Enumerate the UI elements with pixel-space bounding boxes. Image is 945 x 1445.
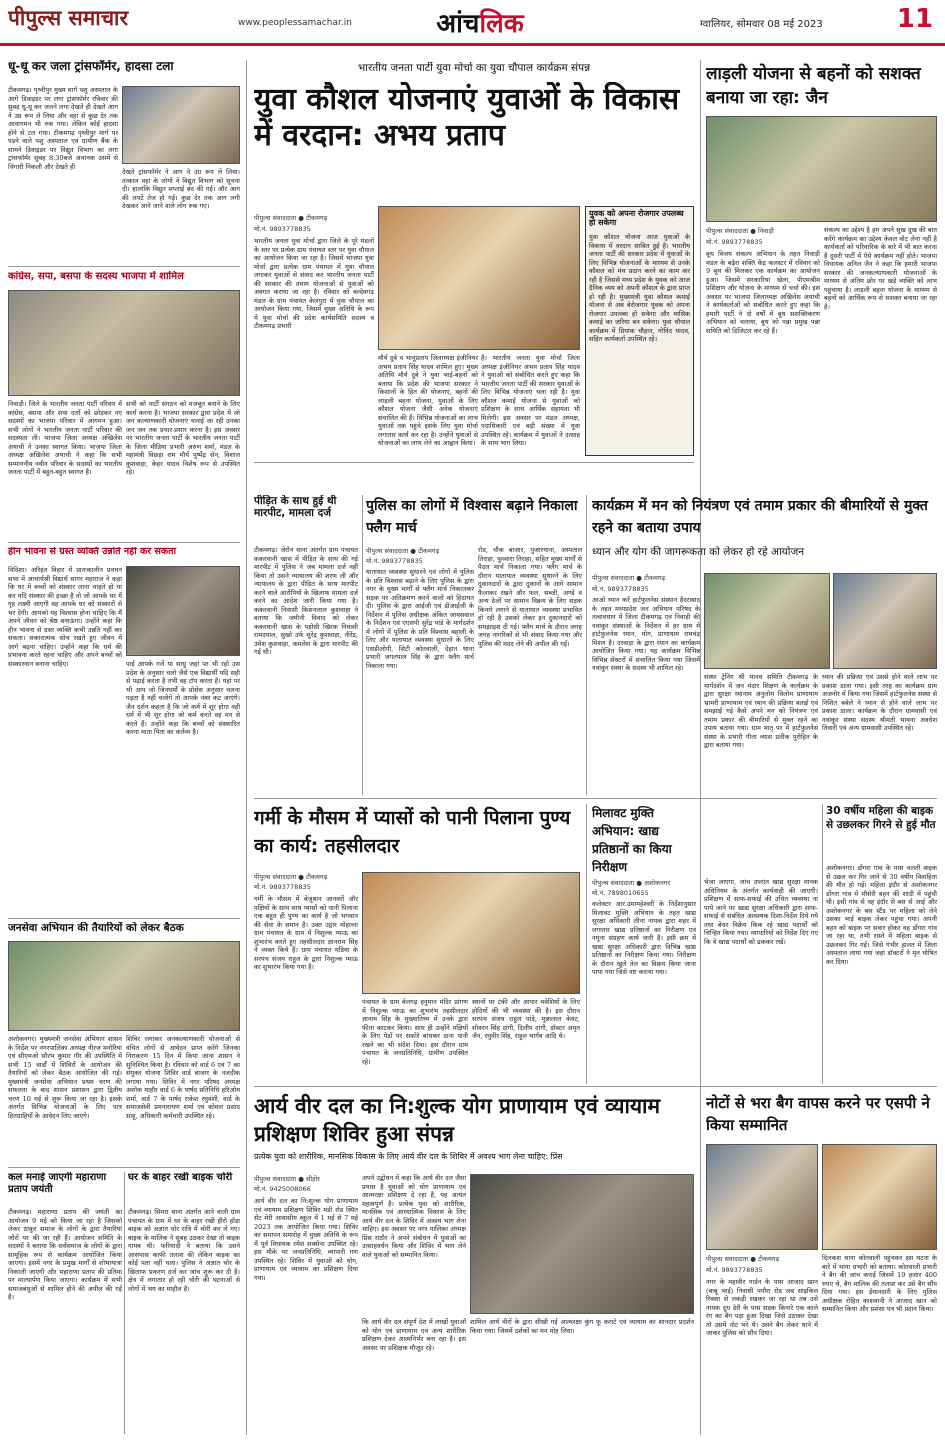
mann-photo-2 xyxy=(833,573,937,669)
arya-body-2: अपने उद्बोधन में कहा कि आर्य वीर दल जैसा प्रयास है युवाओं को योग प्राणायाम एवं आत्मरक्षा प्रशिक्षण दे रहा है, यह अत्यंत महत्वपूर्ण है। प्रत्येक युवा को शारीरिक, मानसिक एवं आध्यात्मिक विकास के लिए आर्य वीर दल के शिविर में अवश्य भाग लेना चाहिए। इस अवसर पर नगर पालिका अध्यक्ष प्रिंस राठौर ने अपने संबोधन में युवाओं का उत्साहवर्धन किया और शिविर में भाग लेने वाले युवाओं को सम्मानित किया। xyxy=(362,1174,466,1259)
mann-body-3: ध्यान की प्रक्रिया एवं उससे होने वाले लाभ पर प्रकाश डाला गया। इसी तरह का कार्यक्रम ग्राम अजनोर में किया गया जिसमें हार्टफुलनेस संस्था से निशित बबेले ने ध्यान से होने वाले लाभ पर प्रकाश डाला। कार्यक्रम के दौरान ग्रामवासी एवं नवांकुर संस्था सदस्य श्रीमती भावना अवधेश तिवारी एवं अन्य ग्रामवासी उपस्थित रहे। xyxy=(822,673,937,732)
garmi-body-2: पंचायत के ग्राम बेलगढ़ हनुमान मंदिर प्रांगण में निशुल्क प्याऊ का शुभारंभ तहसीलदार ज्ञानाम सिंह के मुख्यातिथ्य में उनके द्वारा फीता काटकर किया। साथ ही उन्होंने पक्षियों के लिए पेड़ों पर सकोरे बांधकर दाना पानी रखने का भी संदेश दिया। इस दौरान ग्राम पंचायत के जनप्रतिनिधि, ग्रामीण उपस्थित रहे। xyxy=(362,998,468,1066)
pratap-body: टीकमगढ़। महाराणा प्रताप की जयंती का आयोजन 9 मई को किया जा रहा है जिसको लेकर ठाकुर समाज के लोगों के द्वारा तैयारियां जोरों पर की जा रही हैं। आयोजन समिति के सदस्यों ने बताया कि सर्वसमाज के लोगों के द्वारा सामूहिक रूप से कार्यक्रम आयोजित किया जाएगा। इसमें नगर के प्रमुख मार्गों से शोभायात्रा निकाली जाएगी और महाराणा प्रताप की प्रतिमा पर माल्यार्पण किया जाएगा। कार्यक्रम में सभी समाजबंधुओं से शामिल होने की अपील की गई है। xyxy=(8,1208,122,1301)
dateline: ग्वालियर, सोमवार 08 मई 2023 xyxy=(700,19,823,30)
garmi-headline: गर्मी के मौसम में प्यासों को पानी पिलाना पुण्य का कार्य: तहसीलदार xyxy=(254,807,571,857)
milawat-byline: पीपुल्स संवाददाता ● अशोकनगर xyxy=(592,879,670,887)
janseva-body-2: शिविर लगाकर जनकल्याणकारी योजनाओं से वंचित लोगों से आवेदन प्राप्त करेंगे जिनका निराकरण 15 दिन में किया जाना शासन ने सुनिश्चित किया है। रविवार को वार्ड 6 एवं 7 का संयुक्त योजना शिविर वार्ड बाजार के नजदीक लगाया गया। शिविर में नगर परिषद अध्यक्ष अशोक माहौर वार्ड 6 के पार्षद प्रतिनिधि हरिओम शर्मा, वार्ड 7 के पार्षद राकेश रघुवंशी, वार्ड के समाजसेवी प्रमनारायण शर्मा एवं कोमल प्रसाद साहू, अधिकारी कर्मचारी उपस्थित रहे। xyxy=(126,1035,240,1120)
arya-mobile: मो.नं. 9425008066 xyxy=(254,1185,311,1193)
divider xyxy=(254,1086,937,1087)
mann-headline: कार्यक्रम में मन को नियंत्रण एवं तमाम प्रकार की बीमारियों से मुक्त रहने का बताया उपाय xyxy=(592,498,928,536)
ladli-byline: पीपुल्स संवाददाता ● निवाड़ी xyxy=(706,227,774,235)
column-divider xyxy=(700,60,701,1435)
arya-body-3: शामिल आर्य वीरों के द्वारा सीखी गई आत्मरक्षा कुंग फू कराटे एवं व्यायाम का शानदार प्रदर्शन किया गया। जिसमें दर्शकों का मन मोह लिया। xyxy=(470,1318,694,1335)
yuva-headline: युवा कौशल योजनाएं युवाओं के विकास में वरदान: अभय प्रताप xyxy=(254,82,680,153)
column-divider xyxy=(246,60,247,1435)
ladli-body-2: संकल्प का उद्देश्य है हम अपने सुख दुख की बात करेंगे कार्यक्रम का उद्देश्य केवल वोट लेना नहीं है कार्यकर्ता को परिवारिक के बारे में भी बात करना है दूसरी पार्टी में ऐसे कार्यक्रम नहीं होते। भाजपा विधायक अनिल जैन ने कहा कि हमारी भाजपा सरकार की जनकल्याणकारी योजनाओं के माध्यम से अंतिम छोर पर खड़े व्यक्ति को लाभ पहुंचाया है। लाड़ली बहना योजना के माध्यम से बहनों को आर्थिक रूप से सशक्त बनाया जा रहा है। xyxy=(824,226,937,311)
divider xyxy=(254,798,937,799)
section-suffix: लिक xyxy=(479,9,524,39)
janseva-body-1: अशोकनगर। मुख्यमंत्री जनसेवा अभियान शासन के निर्देश पर नगरपालिका अध्यक्ष नीरज मनोरिया एवं सीएमओ सौरभ कुमार गौर की उपस्थिति में सभी 15 वार्डों में शिविरों के आयोजन की तैयारियों को लेकर बैठक आयोजित की गई। मुख्यमंत्री जनसेवा अभियान प्रथम चरण की सफलता के बाद शासन प्रशासन द्वारा द्वितीय चरण 10 मई से शुरू किया जा रहा है। इसके अंतर्गत विभिन्न योजनाओं के लिए पात्र हितग्राहियों के आवेदन लिए जाएंगे। xyxy=(8,1035,122,1120)
yuva-highlight-box xyxy=(585,206,694,456)
arya-body-1: आर्य वीर दल का नि:शुल्क योग प्राणायाम एवं व्यायाम प्रशिक्षण शिविर मंडी रोड स्थित सेंट मेरी आवासीय स्कूल में 1 मई से 7 मई 2023 तक आयोजित किया गया। शिविर का समापन समारोह में मुख्य अतिथि के रूप में पूर्व विधायक रमेश सक्सेना उपस्थित रहे। इस मौके पर जनप्रतिनिधि, व्यापारी गण उपस्थित रहे। शिविर में युवाओं को योग, प्राणायाम एवं व्यायाम का प्रशिक्षण दिया गया। xyxy=(254,1197,358,1282)
heen-body-2: पाई आपके गलें या साधु जहां पर भी रहो उस प्रदेश के अनुसार चलो जैसे एक विद्यार्थी यदि सही से पढ़ाई करता है तभी वह टॉप करता है। यहां पर भी आप जो जिनधर्मों के प्रोसेस अनुसार चलना पड़ता है नहीं चलोगे तो आपके नंबर कट जाएंगे। जैन दर्शन कहता है कि जो कर्म में शूर होगा वही धर्म में भी शूर होगा जो कर्म करते वह मन से करते हैं। उन्होंने कहा कि बच्चों को संस्कारित करना माता पिता का कर्तव्य है। xyxy=(126,660,240,736)
flag-body-2: रोड, चौक बाजार, पुजारयाना, अस्पताल तिराहा, फुव्वारा तिराहा, सहित मुख्य मार्गों से पैदल मार्च निकाला गया। फ्लैग मार्च के दौरान यातायात व्यवस्था सुधारने के लिए दुकानदारों के द्वारा दुकानों के आगे सामान फैलाकर रखने और फल, सब्जी, अण्डे व अन्य ठेलों पर सामान विक्रय के लिए सड़क किनारे लगाने से यातायात व्यवस्था प्रभावित हो रही है उसको लेकर इन दुकानदारों को समझाइश दी गई। फ्लैग मार्च के दौरान जगह जगह नागरिकों से भी संवाद किया गया और पुलिस की मदद लेने की अपील की गई। xyxy=(478,546,582,648)
notes-photo-2 xyxy=(822,1144,937,1250)
milawat-mobile: मो.नं. 7898010655 xyxy=(592,889,649,897)
divider xyxy=(8,542,240,543)
page-number: 11 xyxy=(896,4,934,34)
milawat-headline: मिलावट मुक्ति अभियान: खाद्य प्रतिष्ठानों का किया निरीक्षण xyxy=(592,806,672,874)
column-divider xyxy=(124,1172,125,1434)
website-url[interactable]: www.peoplessamachar.in xyxy=(238,18,352,28)
newspaper-logo: पीपुल्स समाचार xyxy=(8,5,129,30)
divider xyxy=(8,918,240,919)
flag-byline: पीपुल्स संवाददाता ● टीकमगढ़ xyxy=(366,547,440,555)
arya-byline: पीपुल्स संवाददाता ● सीहोर xyxy=(254,1175,320,1183)
mann-photo-1 xyxy=(704,573,830,669)
column-divider xyxy=(586,804,587,1084)
janseva-headline: जनसेवा अभियान की तैयारियों को लेकर बैठक xyxy=(8,922,184,934)
congress-headline: कांग्रेस, सपा, बसपा के सदस्य भाजपा में शामिल xyxy=(8,271,184,282)
mann-mobile: मो.नं. 9893778835 xyxy=(592,585,649,593)
arya-pyramid-photo xyxy=(470,1174,694,1314)
janseva-photo xyxy=(8,941,240,1031)
transformer-body-1: टीकमगढ़। पृथ्वीपुर मुख्य मार्ग पशु अस्पताल के आगे डिवाइडर पर लगा ट्रांसफॉर्मर रविवार की सुबह धू-धू कर जलने लगा देखते ही देखते आग ने उग्र रूप ले लिया और वहां से कुछ देर तक आवागमन भी रुक गया। लेकिन कोई हादसा होने से टल गया। टीकमगढ़ पृथ्वीपुर मार्ग पर पड़ने वाले पशु अस्पताल एवं ग्रामीण बैंक के सामने डिवाइडर पर विद्युत विभाग का लगा ट्रांसफॉर्मर सुबह 8.30बजे अचानक उसमें से चिंगारी निकली और देखते ही xyxy=(8,86,118,171)
notes-body-2: दिलकश थाना कोतवाली पहुंचकर इस घटना के बारे में थाना प्रभारी को बताया। कोतवाली प्रभारी ने बैग की जांच कराई जिसमें 19 हजार 400 रुपए थे, बैग मालिक की तलाश कर उसे बैग सौंप दिया गया। इस ईमानदारी के लिए पुलिस अधीक्षक रोहित काशवानी ने आजाद खान को सम्मानित किया और प्रशंसा पत्र भी प्रदान किया। xyxy=(822,1254,937,1313)
transformer-headline: धू-धू कर जला ट्रांसफॉर्मर, हादसा टला xyxy=(8,60,174,73)
column-divider xyxy=(822,804,823,1084)
yuva-mobile: मो.नं. 9893778835 xyxy=(254,225,311,233)
ladli-photo xyxy=(706,116,937,222)
yuva-box-title: युवक को अपना रोजगार उपलब्ध हो सकेगा xyxy=(589,209,684,228)
arya-subhead: प्रत्येक युवा को शारीरिक, मानसिक विकास के लिए आर्य वीर दल के शिविर में अवश्य भाग लेना चाहिए: प्रिंस xyxy=(254,1152,563,1161)
garmi-body-3: स्थानों पर टंकी और आपार मवेशियों के लिए होदियों की भी व्यवस्था की है। इस दौरान सरपंच संजय राहुल पांडे, मुन्नालाल केवट, सोवरन सिंह दांगी, दिलीप दांगी, डॉक्टर अमृत जैन, रघुवीर सिंह, राहुल भार्गव आदि थे। xyxy=(472,998,580,1040)
heen-headline: हीन भावना से ग्रस्त व्यक्ति उन्नति नहीं कर सकता xyxy=(8,547,177,557)
divider xyxy=(8,1167,240,1168)
yuva-kicker: भारतीय जनता पार्टी युवा मोर्चा का युवा चौपाल कार्यक्रम संपन्न xyxy=(357,62,591,74)
notes-photo-1 xyxy=(706,1144,818,1250)
garmi-byline: पीपुल्स संवाददाता ● टीकमगढ़ xyxy=(254,873,328,881)
garmi-mobile: मो.नं. 9893778835 xyxy=(254,883,311,891)
flag-headline: पुलिस का लोगों में विश्वास बढ़ाने निकाला फ्लैग मार्च xyxy=(366,498,578,536)
flag-mobile: मो.नं. 9893778835 xyxy=(366,557,423,565)
divider xyxy=(8,266,240,267)
garmi-body-1: गर्मी के मौसम में बेजुबान जानवरों और पक्षियों के साथ साथ प्यासों को पानी पिलाना एक बहुत ही पुण्य का कार्य है जो भगवान की सेवा के समान है। उक्त उद्गार मोहल्ला ग्राम पंचायत के ग्राम में निशुल्क प्याऊ का शुभारंभ करते हुए तहसीलदार ज्ञानराम सिंह ने व्यक्त किये हैं। ग्राम पंचायत मडिया के सरपंच संजय राहुल के द्वारा निशुल्क प्याऊ का शुभारंभ किया गया है। xyxy=(254,895,358,971)
congress-body-2: सभी को पार्टी संगठन को मजबूत बनाने के लिए कार्य करना है। भाजपा सरकार द्वारा प्रदेश में जो जन कल्याणकारी योजनाएं चलाई जा रही उनका जन जन तक प्रचार-प्रसार करना है। इस अवसर पर भारतीय जनता पार्टी के भारतीय जनता पार्टी के जिला मीडिया प्रभारी अरुण शर्मा, मंडल के महामंत्री विछड़ा राम मौर्य पुष्पेंद्र सेन, विशाल कुशवाहा, केहर यादव विशेष रूप से उपस्थित रहे। xyxy=(126,400,240,476)
arya-headline: आर्य वीर दल का नि:शुल्क योग प्राणायाम एवं व्यायाम प्रशिक्षण शिविर हुआ संपन्न xyxy=(254,1094,661,1146)
column-divider xyxy=(362,495,363,795)
section-prefix: आंच xyxy=(436,9,480,39)
milawat-body-2: भेजा जाएगा, जांच उपरांत खाद्य सुरक्षा मानक अधिनियम के अंतर्गत कार्यवाही की जाएगी। प्रशिक्षण में साफ-सफाई की उचित व्यवस्था ना पाये जाने पर खाद्य सुरक्षा अधिकारी द्वारा साफ-सफाई से संबंधित आवश्यक दिशा-निर्देश दिये गये तथा बेचर विक्रेय किक रहे खाद्य पदार्थों को चिन्हित किया गया। व्यापारियों को निर्देश दिए गए कि वे खाद्य पदार्थों को ढककर रखें। xyxy=(704,878,818,946)
garmi-pyau-photo xyxy=(362,872,580,994)
peedit-body: टीकमगढ़। जेरोन थाना अंतर्गत ग्राम पंचायत ककरवानी खास में पीड़ित के साथ की गई मारपीट में पुलिस ने जब मामला दर्ज नहीं किया तो उसने न्यायालय की शरण ली और न्यायालय के द्वारा पीड़ित के साथ मारपीट करने वाले आरोपियों के खिलाफ मामला दर्ज करने का आदेश जारी किया गया है। ककरवानी निवासी किशनलाल कुशवाहा ने बताया कि जमीनी विवाद को लेकर ककरवानी खास के पड़ोसी खिरक निवासी रामदयाल, सुखो उर्फ सुरेंद्र कुशवाहा, नीरेंद्र, उमेश कुशवाहा, कमलेश के द्वारा मारपीट की गई थी। xyxy=(254,546,358,656)
milawat-body-1: कलेक्टर आर.उमामहेश्वरी के निर्देशानुसार मिलावट मुक्ति अभियान के तहत खाद्य सुरक्षा अधिकारी लीना नायक द्वारा शहर में लगातार खाद्य प्रतिष्ठानों का निरीक्षण एवं नमूना संग्रहण कार्य जारी है। इसी क्रम में खाद्य सुरक्षा अधिकारी द्वारा विभिन्न खाद्य प्रतिष्ठानों का निरीक्षण किया गया। निरीक्षण के दौरान खुले तेल का विक्रय किया जाना पाया गया जिसे नष्ट कराया गया। xyxy=(592,900,696,976)
column-divider xyxy=(586,495,587,795)
bike-body: टीकमगढ़। सिमरा थाना अंतर्गत आने वाली ग्राम पंचायत के ग्राम में घर के बाहर रखी हीरो होंडा बाइक को अज्ञात चोर रात्रि में चोरी कर ले गए। बाइक के मालिक ने सुबह उठकर देखा तो बाइक गायब थी। फरियादी ने बताया कि उसने आसपास काफी तलाश की लेकिन बाइक का कोई पता नहीं चला। पुलिस ने अज्ञात चोर के खिलाफ प्रकरण दर्ज कर जांच शुरू कर दी है। क्षेत्र में लगातार हो रही चोरी की घटनाओं से लोगों में भय का माहौल है। xyxy=(128,1208,240,1293)
notes-headline: नोटों से भरा बैग वापस करने पर एसपी ने किया सम्मानित xyxy=(706,1094,930,1134)
yuva-body-3: है। भारतीय जनता युवा मोर्चा जिला अध्यक्ष इंजीनियर अभय प्रताप सिंह यादव ने युवाओं को संबोधित करते हुए कहा कि भारतीय जनता पार्टी की सरकार युवाओं के लिए विभिन्न योजनाएं चला रही है। युवा कौशल कमाई योजना से युवाओं को प्रशिक्षण के साथ आर्थिक सहायता भी मिलेगी। इस अवसर पर मंडल अध्यक्ष, पदाधिकारी एवं बड़ी संख्या में युवा उपस्थित रहे। कार्यक्रम में युवाओं ने उत्साह के साथ भाग लिया। xyxy=(481,354,580,447)
yuva-byline: पीपुल्स संवाददाता ● टीकमगढ़ xyxy=(254,214,328,222)
divider xyxy=(254,462,694,463)
transformer-body-2: देखते ट्रांसफॉर्मर ने आग ने उग्र रूप ले लिया। तत्काल वहां के लोगों ने विद्युत विभाग को सूचना दी। हालांकि विद्युत सप्लाई बंद की गई। और आग की लपटें तेज हो गई। कुछ देर तक आग लगी देखकर आने जाने वाले लोग रुक गए। xyxy=(122,168,240,210)
acharya-photo xyxy=(126,566,240,656)
congress-photo xyxy=(8,290,240,396)
flag-body-1: यातायात व्यवस्था सुधारने एवं लोगों में पुलिस के प्रति विश्वास बढ़ाने के लिए पुलिस के द्वारा नगर के मुख्य मार्गों से फ्लैग मार्च निकालकर सड़क पर अतिक्रमण करने वालों को हिदायत दी। पुलिस के द्वारा आईजी एवं डीआईजी के निर्देशन में पुलिस अधीक्षक अंकित जायसवाल के निर्देशन एवं एएसपी सुरेंद्र पांडे के मार्गदर्शन में लोगों में पुलिस के प्रति विश्वास बहाली के लिए और यातायात व्यवस्था सुधारने के लिए एसडीओपी, सिटी कोतवाली, देहात थाना प्रभारी जगतपाल सिंह के द्वारा फ्लैग मार्च निकाला गया। xyxy=(366,568,474,670)
yuva-body-2: मौर्य दुबे व भानूप्रताप जिलाध्यक्ष इंजीनियर अभय प्रताप सिंह यादव शामिल हुए। मुख्य अतिथि मौर्य दुबे ने युवा भाई-बहनों को बताया कि प्रदेश की भाजपा सरकार ने किसानों के हित की योजनाएं, बहनों की लाड़ली बहना योजना, युवाओं के लिए कौशल योजना जैसी अनेक योजनाएं संचालित की हैं। विभिन्न योजनाओं का लाभ युवाओं तक पहुंचे इसके लिए युवा मोर्चा लगातार कार्य कर रहा है। उन्होंने युवाओं से योजनाओं का लाभ लेने का आह्वान किया। xyxy=(378,354,478,447)
mann-body-1: आओ ध्यान करें हार्टफुलनेस संस्थान हैदराबाद के तहत मध्यप्रदेश जन अभियान परिषद के तत्वावधान में जिला टीकमगढ़ एवं निवाड़ी की नवांकुर संस्थाओं के निर्देशन में हर ग्राम में हार्टफुलनेस ध्यान, योग, प्राणायाम रामचंद्र मिशन है। दरवाड़ा के द्वारा ध्यान का कार्यक्रम आयोजित किया गया। यह कार्यक्रम विभिन्न विभिन्न सेक्टरों में संचालित किया गया जिसमें नवांकुर संस्था के सदस्य भी शामिल रहे। xyxy=(592,596,700,672)
transformer-photo xyxy=(122,86,240,164)
notes-byline: पीपुल्स संवाददाता ● टीकमगढ़ xyxy=(706,1255,780,1263)
mann-subhead: ध्यान और योग की जागरूकता को लेकर हो रहे आयोजन xyxy=(592,546,805,558)
ladli-headline: लाड़ली योजना से बहनों को सशक्त बनाया जा रहा: जैन xyxy=(706,64,921,108)
pratap-headline: कल मनाई जाएगी महाराणा प्रताप जयंती xyxy=(8,1172,107,1195)
congress-body-1: निवाड़ी। जिले के भारतीय जनता पार्टी परिवार में कांग्रेस, बसपा और सपा दलों को छोड़कर नए सदस्यों का भाजपा परिवार में आगमन हुआ। सभी लोगों ने भारतीय जनता पार्टी परिवार की सदस्यता ली। भाजपा जिला अध्यक्ष अखिलेश अयाची ने उनका स्वागत किया। भाजपा जिला अध्यक्ष अखिलेश अयाची ने कहा कि सभी सम्माननीय नवीन परिवार के सदस्यों का भारतीय जनता पार्टी में बहुत-बहुत स्वागत है। xyxy=(8,400,122,476)
ladli-mobile: मो.नं. 9893778835 xyxy=(706,238,763,246)
notes-mobile: मो.नं. 9893778835 xyxy=(706,1266,763,1274)
yuva-chaupal-photo xyxy=(378,206,580,350)
yuva-body-1: भारतीय जनता युवा मोर्चा द्वारा जिले के पूरे मंडलों के स्तर पर प्रत्येक ग्राम पंचायत स्तर पर युवा चौपाल का आयोजन किया जा रहा है। जिसमें भाजपा युवा मोर्चा द्वारा प्रत्येक ग्राम पंचायत में युवा चौपाल लगाकर युवाओं से संवाद कर भारतीय जनता पार्टी की सरकार की तमाम योजनाओं से युवाओं को अवगत कराया जा रहा है। रविवार को बल्देवगढ़ मंडल के ग्राम पंचायत केलपुरा में युवा चौपाल का आयोजन किया गया, जिसमें मुख्य अतिथि के रूप में युवा मोर्चा की प्रदेश कार्यसमिति सदस्य व टीकमगढ़ प्रभारी xyxy=(254,237,374,330)
heen-body-1: विदिशा। अरिहंत विहार में प्रातःकालीन प्रवचन सभा में आचार्यश्री विद्यार्थ सागर महाराज ने कहा कि घर में बच्चों को संस्कार लाना चाहते हो या कर यदि संस्कार की इच्छा है तो जो आपके घर में गृह लक्ष्मी आएगी वह आपके घर को संस्कारों से भर देगी। आपको यह विश्वास होना चाहिए कि मैं अपने जीवन को श्रेष्ठ बनाऊंगा। उन्होंने कहा कि हीन भावना से ग्रस्त व्यक्ति कभी उन्नति नहीं कर सकता। सकारात्मक सोच रखते हुए जीवन में आगे बढ़ना चाहिए। उन्होंने कहा कि धर्म की प्रभावना करते रहना चाहिए और अपने बच्चों को संस्कारवान बनाना चाहिए। xyxy=(8,566,122,668)
section-title xyxy=(410,4,550,42)
bike-headline: घर के बाहर रखी बाइक चोरी xyxy=(128,1172,233,1183)
mahila-headline: 30 वर्षीय महिला की बाइक से उछलकर गिरने से हुई मौत xyxy=(826,805,936,831)
mann-body-2: संस्था ट्रेनिंग श्री मानव समिति टीकमगढ़ के मार्गदर्शन में जन मंदार शिक्षण के कार्यक्रम के द्वारा सुरक्षा ध्यानाम अनुलोम विलोम प्राणायाम भ्रामरी प्राणायाम एवं ध्यान की प्रक्रिया बताई एवं समझाई गई कैसे अपने मन को नियंत्रण एवं तमाम प्रकार की बीमारियों से मुक्त रहने का उपाय बताया गया। ग्राम मातृ पर में हार्टफुलनेस संस्था के प्रभारी गीता व्यास प्रतीक पुरोहित के द्वारा बताया गया। xyxy=(704,673,818,749)
mann-byline: पीपुल्स संवाददाता ● टीकमगढ़ xyxy=(592,574,666,582)
arya-photo-caption: कि आर्य वीर दल संपूर्ण देश में लाखों युवाओं को योग एवं प्राणायाम एवं अन्य शारीरिक प्रशिक्षण देकर आत्मनिर्भर बना रहा है। इस अवसर पर प्रशिक्षक मौजूद रहे। xyxy=(362,1318,466,1352)
notes-body-1: नगर के महावीर गार्डन के पास आजाद खान (बाबू भाई) निवासी पपौरा रोड जब साइकिल रिक्शा से लकड़ी रखकर जा रहा था तब उसे नायक दूध डेरी के पास सड़क किनारे एक काले रंग का बैग पड़ा हुआ दिखा जिसे उठाकर देखा तो उसमें नोट भरे थे। उसने बैग लेकर थाने में जाकर पुलिस को सौंप दिया। xyxy=(706,1278,818,1337)
yuva-box-body: युवा कौशल योजना आज युवाओं के विकास में वरदान साबित हुई है। भारतीय जनता पार्टी की सरकार प्रदेश में युवाओं के लिए विभिन्न योजनाओं के माध्यम से उनके कौशल को मंच प्रदान करने का काम कर रही है जिससे मध्य प्रदेश के युवक को आज दैनिक व्यय को अपनी कौशल के द्वारा प्राप्त हो रही है। मुख्यमंत्री युवा कौशल कमाई योजना से अब बेरोजगार युवक को अपना रोजगार उपलब्ध हो सकेगा और मासिक कमाई का जरिया बन सकेगा। युवा चौपाल कार्यक्रम में प्रियांक चौहान, गोविंद यादव, सहित कार्यकर्ता उपस्थित रहे। xyxy=(589,233,690,343)
ladli-body-1: बूथ विजय संकल्प अभियान के तहत निवाड़ी मंडल के बढ़ेरा शक्ति केंद्र कलस्टर में रविवार को 9 बूथ की मिलकर एक कार्यक्रम का आयोजन हुआ। जिसमें सरकारिया खेला, पीएमश्रीम प्रशिक्षण और योजना के माध्यम से चर्चा की। इस अवसर पर भाजपा जिलाध्यक्ष अखिलेश अयाची ने कार्यकर्ताओं को संबोधित करते हुए कहा कि हमारी पार्टी ने दो वर्षों में बूथ सशक्तिकरण अभियान को चलाया, बूथ को पन्ना प्रमुख पन्ना समिति को डिजिटल कर रहे हैं। xyxy=(706,250,820,335)
peedit-headline: पीड़ित के साथ हुई थी मारपीट, मामला दर्ज xyxy=(254,495,337,520)
mahila-body: अशोकनगर। डोंगरा गांव के पास चलती बाइक से उछल कर गिर जाने से 30 वर्षीय विवाहिता की मौत हो गई। महिला इंदौर से अशोकनगर डोंगरा गांव में मौसेरी बहन की शादी में पहुंची थी। इसी गांव से वह इंदौर से बस से आई और अशोकनगर के बस स्टैंड पर महिला को लेने उसका भाई बाइक लेकर पहुंचा गया। अपनी बहन को बाइक पर सवार होकर वह डोंगरा गांव जा रहा था, तभी रास्ते में महिला बाइक से उछलकर गिर गई। जिसे गंभीर हालत में जिला अस्पताल लाया गया जहां डॉक्टरों ने मृत घोषित कर दिया। xyxy=(826,864,937,966)
